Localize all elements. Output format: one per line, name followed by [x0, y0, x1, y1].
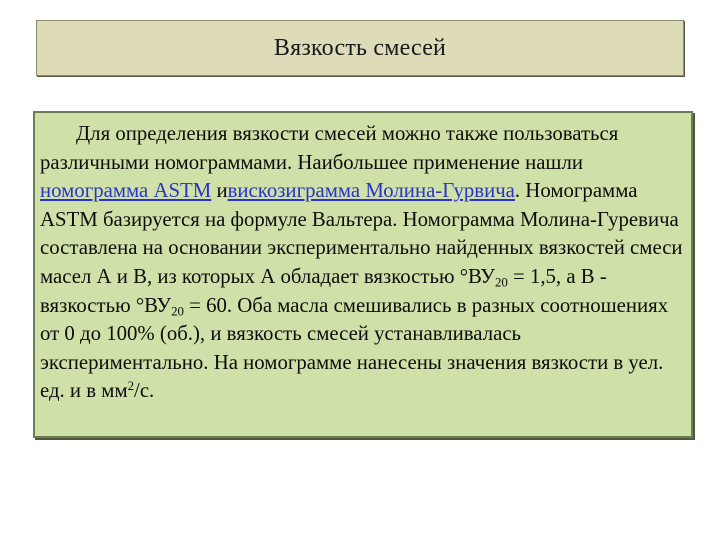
viscosigram-link[interactable]: вискозиграмма Молина-Гурвича — [227, 179, 515, 203]
superscript-2: 2 — [127, 379, 135, 394]
body-paragraph — [40, 120, 685, 406]
body-text-5: = 60. Оба масла смешивались в разных соотношениях от 0 до 100% (об.), и вязкость смесей устанавливалась экспериментально. На номограмме нанесены значения вязкости в уел. ед. и в мм — [40, 293, 669, 403]
title-box — [36, 20, 684, 76]
body-text-2: и — [211, 179, 228, 203]
body-text-1: Для определения вязкости смесей можно также пользоваться различными номограммами. Наибольшее применение нашли — [40, 122, 619, 174]
subscript-20-b: 20 — [171, 304, 184, 319]
body-text-3: . Номограмма ASTM базируется на формуле Вальтера. Номограмма Молина-Гуревича составлена на основании экспериментально найденных вязкостей смеси масел А и В, из которых А обладает вязкостью °ВУ — [40, 179, 683, 288]
subscript-20-a: 20 — [494, 275, 508, 290]
body-text-6: /с. — [134, 379, 155, 403]
slide-title: Вязкость смесей — [273, 34, 447, 61]
astm-nomogram-link[interactable]: номограмма ASTM — [40, 179, 212, 203]
content-box — [33, 111, 693, 438]
body-text-4: = 1,5, а В - вязкостью °ВУ — [40, 264, 607, 317]
